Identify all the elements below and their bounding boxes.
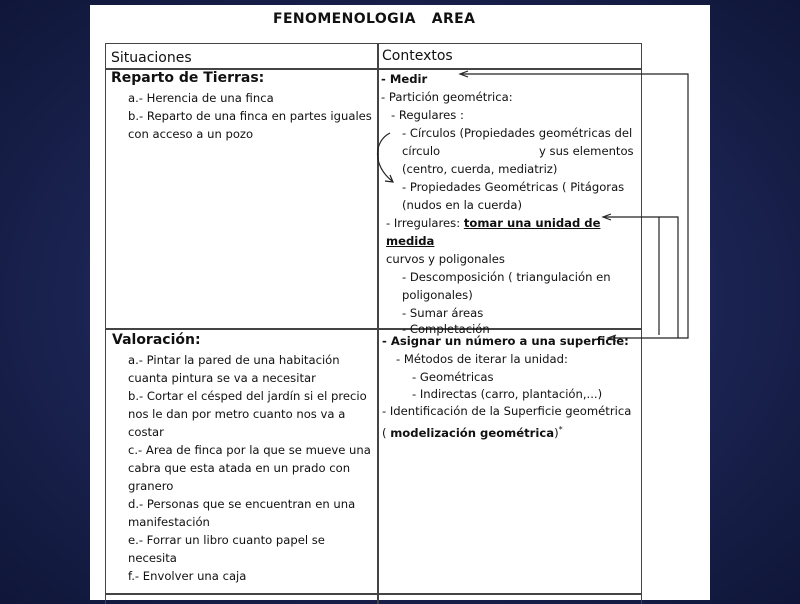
valoracion-item: necesita (128, 551, 177, 565)
valoracion-item: e.- Forrar un libro cuanto papel se (128, 533, 325, 547)
context-curvos: curvos y poligonales (386, 252, 505, 266)
valoracion-heading: Valoración: (112, 332, 201, 348)
valoracion-item: a.- Pintar la pared de una habitación (128, 353, 340, 367)
context-geometricas: - Geométricas (412, 370, 494, 384)
context-medir: - Medir (381, 72, 428, 86)
context-circulos-cont: y sus elementos (539, 144, 634, 158)
context-propiedades-cont: (nudos en la cuerda) (402, 198, 522, 212)
context-metodos: - Métodos de iterar la unidad: (396, 352, 568, 366)
irregulares-label: - Irregulares: (386, 216, 461, 230)
modelizacion-emphasis: modelización geométrica (390, 425, 555, 440)
context-medida: medida (386, 234, 435, 248)
context-sumar: - Sumar áreas (402, 306, 484, 320)
context-asignar: - Asignar un número a una superficie: (382, 334, 629, 348)
context-indirectas: - Indirectas (carro, plantación,...) (412, 387, 603, 401)
valoracion-item: b.- Cortar el césped del jardín si el precio (128, 389, 367, 403)
document-page (90, 5, 710, 600)
valoracion-item: cabra que esta atada en un prado con (128, 461, 351, 475)
header-situaciones: Situaciones (111, 50, 192, 66)
context-particion: - Partición geométrica: (381, 90, 513, 104)
arrow-medir-asignar (462, 74, 688, 338)
context-completacion: - Completación (402, 322, 490, 336)
context-circulos-cont: (centro, cuerda, mediatriz) (402, 162, 558, 176)
context-descomposicion-cont: poligonales) (402, 288, 473, 302)
valoracion-item: c.- Area de finca por la que se mueve una (128, 443, 371, 457)
modelizacion-close: ) (554, 425, 559, 440)
context-identificacion: - Identificación de la Superficie geométrica (382, 404, 632, 418)
valoracion-item: costar (128, 425, 164, 439)
modelizacion-open: ( (382, 425, 391, 440)
valoracion-item: nos le dan por metro cuanto nos va a (128, 407, 346, 421)
arrow-circulos-propiedades (378, 133, 393, 181)
reparto-item: a.- Herencia de una finca (128, 91, 274, 105)
arrow-medida-asignar (605, 217, 678, 338)
valoracion-item: granero (128, 479, 174, 493)
reparto-item: b.- Reparto de una finca en partes iguales (128, 109, 372, 123)
context-regulares: - Regulares : (391, 108, 464, 122)
irregulares-emphasis: tomar una unidad de (463, 216, 601, 230)
context-circulos: - Círculos (Propiedades geométricas del (402, 126, 633, 140)
reparto-item: con acceso a un pozo (128, 127, 254, 141)
reparto-heading: Reparto de Tierras: (111, 70, 265, 86)
valoracion-item: manifestación (128, 515, 210, 529)
connector-arrows (90, 5, 710, 600)
valoracion-item: f.- Envolver una caja (128, 569, 247, 583)
footnote-asterisk: * (558, 425, 563, 434)
context-circulos-cont: círculo (402, 144, 441, 158)
valoracion-item: cuanta pintura se va a necesitar (128, 371, 316, 385)
page-title: FENOMENOLOGIA AREA (273, 11, 476, 27)
context-descomposicion: - Descomposición ( triangulación en (402, 270, 611, 284)
valoracion-item: d.- Personas que se encuentran en una (128, 497, 356, 511)
header-contextos: Contextos (382, 48, 453, 64)
context-propiedades: - Propiedades Geométricas ( Pitágoras (402, 180, 625, 194)
